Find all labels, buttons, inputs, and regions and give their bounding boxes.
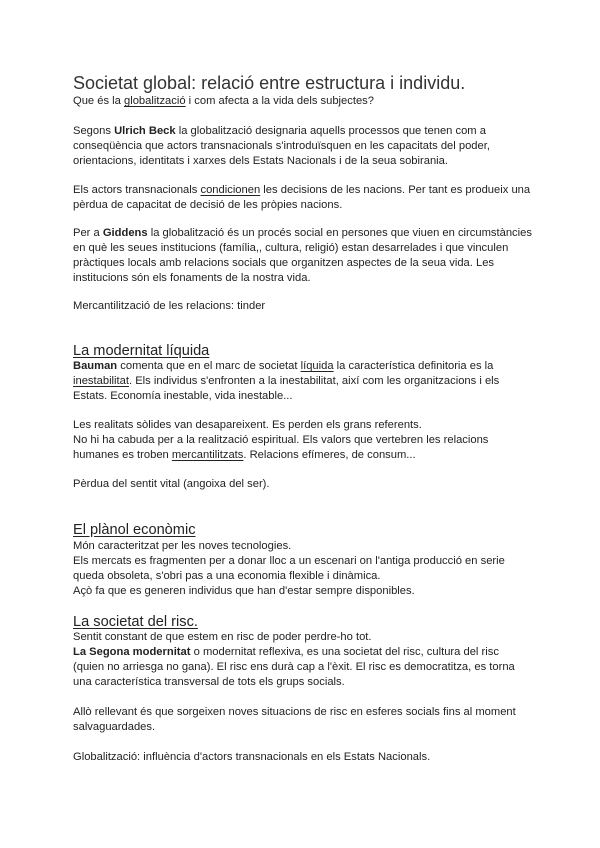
realitats-paragraph-line: humanes es troben mercantilitzats. Relacions efímeres, de consum... (73, 449, 416, 461)
beck-paragraph-line: conseqüència que actors transnacionals s'introduïsquen en les capacitats del poder, (73, 140, 490, 152)
realitats-paragraph-line: Les realitats sòlides van desapareixent. Es perden els grans referents. (73, 419, 422, 431)
bauman-paragraph-line: Bauman comenta que en el marc de societat líquida la característica definitoria es la (73, 360, 494, 372)
bauman-paragraph-line: Estats. Economía inestable, vida inestable... (73, 390, 293, 402)
term-condicionen: condicionen (200, 184, 261, 196)
giddens-paragraph-line: institucions són els fonaments de la nostra vida. (73, 272, 311, 284)
subtitle-question: Que és la globalització i com afecta a la vida dels subjectes? (73, 95, 375, 107)
giddens-paragraph-line: en què les seues institucions (família,, cultura, religió) estan desarrelades i que vinculen (73, 242, 509, 254)
risk-paragraph-line: una característica transversal de tots els grups socials. (73, 676, 345, 688)
term-globalitzacio: globalització (124, 95, 186, 107)
segona-modernitat-term: La Segona modernitat (73, 646, 191, 658)
term-mercantilitzats: mercantilitzats (171, 449, 244, 461)
giddens-paragraph-line: pràctiques locals amb relacions socials que organitzen aspectes de la seua vida. Les (73, 257, 495, 269)
actors-paragraph-line: Els actors transnacionals condicionen les decisions de les nacions. Per tant es produeix una (73, 184, 531, 196)
bauman-paragraph-line: inestabilitat. Els individus s'enfronten a la inestabilitat, així com les organitzacions i els (73, 375, 500, 387)
globalitzacio-definition-line: Globalització: influència d'actors transnacionals en els Estats Nacionals. (73, 751, 431, 763)
term-inestabilitat: inestabilitat (73, 375, 129, 387)
rellevant-paragraph-line: Allò rellevant és que sorgeixen noves situacions de risc en esferes socials fins al moment (73, 706, 516, 718)
risk-paragraph-line: La Segona modernitat o modernitat reflexiva, es una societat del risc, cultura del risc (73, 646, 499, 658)
rellevant-paragraph-line: salvaguardades. (73, 721, 156, 733)
giddens-paragraph-line: Per a Giddens la globalització és un procés social en persones que viuen en circumstàncies (73, 227, 532, 239)
perdua-sentit-line: Pèrdua del sentit vital (angoixa del ser). (73, 478, 270, 490)
term-liquida: líquida (300, 360, 334, 372)
heading-modernitat-liquida: La modernitat líquida (73, 343, 210, 359)
economic-paragraph-line: Açò fa que es generen individus que han d'estar sempre disponibles. (73, 585, 415, 597)
beck-paragraph-line: Segons Ulrich Beck la globalització designaria aquells processos que tenen com a (73, 125, 486, 137)
beck-paragraph-line: orientacions, identitats i xarxes dels Estats Nacionals i de la seua sobirania. (73, 155, 448, 167)
heading-planol-economic: El plànol econòmic (73, 522, 196, 538)
actors-paragraph-line: pèrdua de capacitat de decisió de les pròpies nacions. (73, 199, 343, 211)
page-title: Societat global: relació entre estructura i individu. (73, 73, 466, 93)
risk-paragraph-line: Sentit constant de que estem en risc de poder perdre-ho tot. (73, 631, 372, 643)
economic-paragraph-line: Món caracteritzat per les noves tecnologies. (73, 540, 292, 552)
mercantil-note: Mercantilització de les relacions: tinder (73, 300, 266, 312)
author-bauman: Bauman (73, 360, 118, 372)
heading-societat-risc: La societat del risc. (73, 614, 198, 630)
realitats-paragraph-line: No hi ha cabuda per a la realització espiritual. Els valors que vertebren les relacions (73, 434, 489, 446)
risk-paragraph-line: (quien no arriesga no gana). El risc ens durà cap a l'èxit. El risc es democratitza, es torna (73, 661, 515, 673)
economic-paragraph-line: queda obsoleta, s'obri pas a una economia flexible i dinàmica. (73, 570, 381, 582)
author-beck: Ulrich Beck (114, 125, 176, 137)
author-giddens: Giddens (102, 227, 148, 239)
economic-paragraph-line: Els mercats es fragmenten per a donar lloc a un escenari on l'antiga producció en serie (73, 555, 505, 567)
